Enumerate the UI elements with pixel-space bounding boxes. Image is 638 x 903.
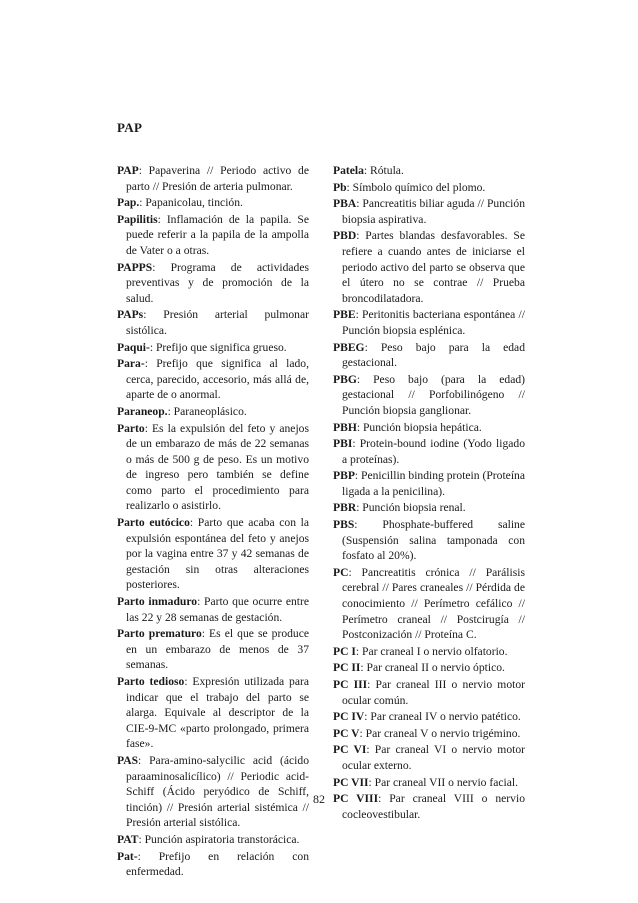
entry-term: PC II [333, 661, 361, 675]
entry-definition: : Punción aspiratoria transtorácica. [138, 832, 300, 846]
entry-term: PAP [117, 164, 139, 177]
entry-definition: : Es el que se produce en un embarazo de menos de 37 semanas. [126, 627, 309, 672]
entry-term: Parto inmaduro [117, 595, 198, 609]
entry-definition: : Es la expulsión del feto y anejos de un embarazo de más de 22 semanas o más de 500 g de peso. Es un motivo de ingreso pero también se define como parto el procedimiento para realizarlo o asistirlo. [126, 421, 309, 513]
entry-definition: : Prefijo que significa al lado, cerca, parecido, accesorio, más allá de, aparte de o anormal. [126, 357, 309, 402]
entry [117, 212, 309, 259]
entry-term: PC IV [333, 710, 365, 724]
entry-definition: : Par craneal V o nervio trigémino. [359, 726, 521, 740]
entry-definition: : Paraneoplásico. [167, 404, 247, 418]
entry [333, 436, 525, 467]
page-number: 82 [313, 792, 325, 806]
entry [333, 677, 525, 708]
entry-definition: : Peritonitis bacteriana espontánea // Punción biopsia esplénica. [342, 308, 525, 337]
entry-definition: : Par craneal VIII o nervio cocleovestibular. [342, 792, 525, 821]
entry [117, 626, 309, 673]
entry-term: PBP [333, 469, 355, 483]
entry-definition: : Par craneal III o nervio motor ocular común. [342, 678, 525, 707]
entry [333, 228, 525, 306]
entry [333, 196, 525, 227]
entry [117, 260, 309, 307]
entry [117, 356, 309, 403]
entry-term: PC III [333, 678, 368, 691]
entry-term: PBR [333, 501, 357, 515]
entry-term: PBA [333, 197, 357, 211]
entry-term: Paqui- [117, 340, 150, 354]
entry-definition: : Rótula. [363, 164, 404, 177]
entry-definition: : Punción biopsia hepática. [356, 420, 482, 434]
entry-definition: : Par craneal VI o nervio motor ocular externo. [342, 743, 525, 772]
entry-term: Patela [333, 164, 364, 177]
entry [117, 594, 309, 625]
entry-definition: : Parto que ocurre entre las 22 y 28 semanas de gestación. [126, 595, 309, 624]
entry-term: PBS [333, 518, 355, 532]
entry-term: PAT [117, 832, 139, 846]
entry-definition: : Peso bajo para la edad gestacional. [342, 340, 525, 370]
entry-definition: : Par craneal VII o nervio facial. [368, 775, 519, 789]
entry [117, 404, 309, 420]
entry-term: PC I [333, 644, 356, 658]
entry-definition: : Par craneal IV o nervio patético. [364, 710, 521, 724]
entry-term: Para- [117, 357, 145, 371]
entry-definition: : Símbolo químico del plomo. [346, 180, 486, 194]
entry [117, 340, 309, 356]
entry [333, 307, 525, 338]
entry-definition: : Penicillin binding protein (Proteína ligada a la penicilina). [342, 469, 525, 498]
entry-term: PC V [333, 726, 360, 740]
left-column [117, 163, 309, 881]
entry-definition: : Papaverina // Periodo activo de parto // Presión de arteria pulmonar. [126, 164, 309, 193]
entry [117, 195, 309, 211]
entry-definition: : Pancreatitis biliar aguda // Punción biopsia aspirativa. [342, 197, 525, 226]
entry [333, 775, 525, 791]
entry-term: Pap. [117, 196, 140, 210]
entry [333, 180, 525, 196]
entry-term: Papilitis [117, 212, 158, 226]
entry-definition: : Prefijo en relación con enfermedad. [126, 849, 309, 879]
entry-term: PC VIII [333, 792, 379, 806]
entry-definition: : Inflamación de la papila. Se puede referir a la papila de la ampolla de Vater o a otras. [126, 212, 309, 257]
entry [333, 742, 525, 773]
entry [117, 163, 309, 194]
entry-term: Pb [333, 180, 347, 194]
entry-term: PAPPS [117, 260, 153, 274]
entry-definition: : Para-amino-salycilic acid (ácido paraaminosalicílico) // Periodic acid-Schiff (Ácido peryódico de Schiff, tinción) // Presión arterial sistémica // Presión arterial sistólica. [126, 753, 309, 830]
entry-term: Pat- [117, 849, 138, 863]
entry-definition: : Par craneal I o nervio olfatorio. [355, 644, 508, 658]
entry-definition: : Phosphate-buffered saline (Suspensión salina tamponada con fosfato al 20%). [342, 518, 525, 563]
entry [333, 163, 525, 179]
entry [117, 307, 309, 338]
entry [117, 515, 309, 593]
entry-term: PC VII [333, 775, 369, 789]
right-column [333, 163, 525, 823]
entry-term: PC [333, 565, 349, 579]
entry [333, 468, 525, 499]
entry [333, 565, 525, 643]
entry [117, 849, 309, 880]
entry-definition: : Punción biopsia renal. [356, 501, 466, 515]
entry-definition: : Parto que acaba con la expulsión espontánea del feto y anejos por la vagina entre 37 y 42 semanas de gestación sin otras alteraciones posteriores. [126, 516, 309, 592]
entry [333, 517, 525, 564]
entry [333, 660, 525, 676]
entry [333, 340, 525, 371]
entry-definition: : Peso bajo (para la edad) gestacional // Porfobilinógeno // Punción biopsia ganglionar. [342, 372, 525, 417]
entry-term: PBH [333, 420, 357, 434]
entry-term: Parto eutócico [117, 516, 190, 530]
entry [333, 420, 525, 436]
entry-definition: : Programa de actividades preventivas y de promoción de la salud. [126, 260, 309, 305]
entry-term: Paraneop. [117, 404, 168, 418]
entry-definition: : Protein-bound iodine (Yodo ligado a proteínas). [342, 437, 525, 466]
entry [333, 372, 525, 419]
entry [333, 500, 525, 516]
entry [117, 832, 309, 848]
entry [333, 644, 525, 660]
running-header: PAP [117, 120, 143, 135]
entry-term: PC VI [333, 743, 367, 757]
entry [333, 726, 525, 742]
entry-term: PBE [333, 308, 356, 322]
entry-definition: : Expresión utilizada para indicar que el trabajo del parto se alarga. Equivale al descriptor de la CIE-9-MC «parto prolongado, primera fase». [126, 675, 309, 751]
entry-term: PBEG [333, 340, 365, 354]
entry-definition: : Partes blandas desfavorables. Se refiere a cuando antes de iniciarse el periodo activo del parto se observa que el útero no se contrae // Prueba broncodilatadora. [342, 229, 525, 305]
entry-definition: : Pancreatitis crónica // Parálisis cerebral // Pares craneales // Pérdida de conocimiento // Perímetro cefálico // Perímetro craneal // Postcirugía // Postconización // Proteína C. [342, 565, 525, 642]
entry [117, 674, 309, 752]
entry-definition: : Presión arterial pulmonar sistólica. [126, 308, 309, 337]
entry-definition: : Prefijo que significa grueso. [149, 340, 287, 354]
entry-term: PAS [117, 753, 139, 767]
entry-term: PAPs [117, 308, 144, 322]
entry-term: PBD [333, 229, 357, 243]
entry [333, 709, 525, 725]
entry-term: Parto [117, 421, 145, 435]
entry [117, 421, 309, 515]
entry-definition: : Par craneal II o nervio óptico. [360, 661, 505, 675]
entry-definition: : Papanicolau, tinción. [139, 196, 243, 210]
entry-term: Parto tedioso [117, 675, 185, 688]
entry-term: PBI [333, 437, 353, 451]
entry-term: Parto prematuro [117, 627, 202, 641]
entry-term: PBG [333, 372, 357, 386]
